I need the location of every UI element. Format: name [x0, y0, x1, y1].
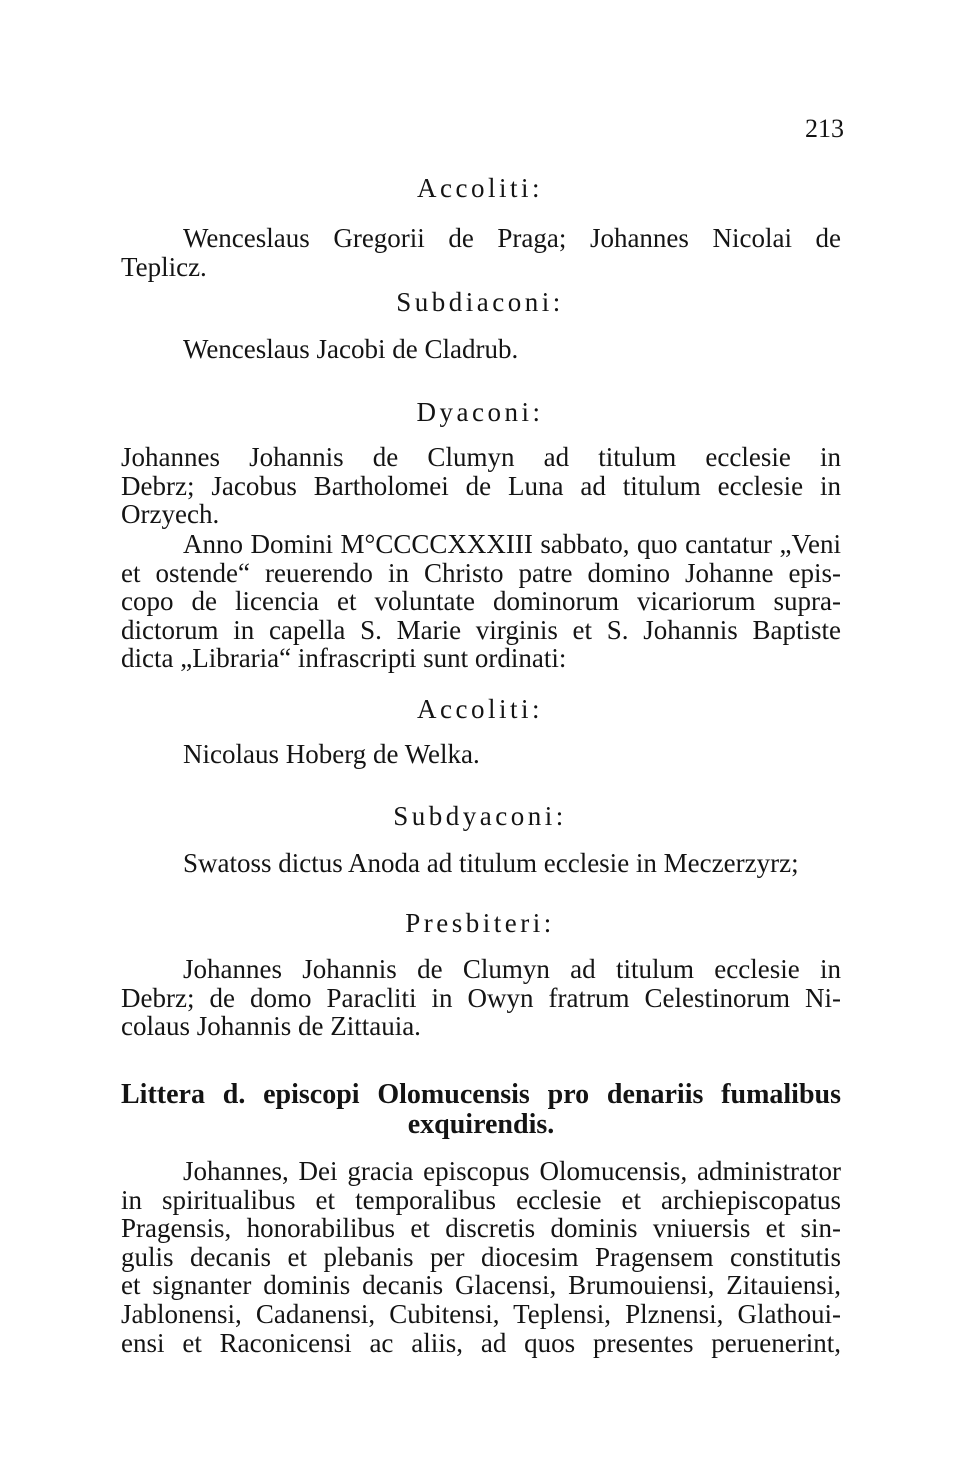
- heading-presbiteri: Presbiteri:: [405, 908, 555, 938]
- text-line: Nicolaus Hoberg de Welka.: [183, 739, 480, 769]
- heading-dyaconi: Dyaconi:: [416, 397, 544, 427]
- text-line: ensi et Raconicensi ac aliis, ad quos presentes peruenerint,: [121, 1327, 841, 1358]
- text-line: et signanter dominis decanis Glacensi, Brumouiensi, Zitauiensi,: [121, 1270, 841, 1301]
- text-line: Orzyech.: [121, 499, 220, 530]
- text-line: Wenceslaus Jacobi de Cladrub.: [183, 334, 519, 364]
- text-line: Teplicz.: [121, 251, 207, 282]
- heading-accoliti-2: Accoliti:: [417, 694, 543, 724]
- text-line: colaus Johannis de Zittauia.: [121, 1011, 421, 1042]
- text-line: Johannes Johannis de Clumyn ad titulum ecclesie in: [183, 954, 841, 984]
- text-line: dicta „Libraria“ infrascripti sunt ordinati:: [121, 643, 567, 674]
- section-title: [121, 1080, 841, 1140]
- text-line: gulis decanis et plebanis per diocesim Pragensem constitutis: [121, 1241, 841, 1272]
- page-number: 213: [805, 114, 844, 143]
- text-line: Johannes, Dei gracia episcopus Olomucensis, administrator: [183, 1156, 841, 1186]
- text-line: et ostende“ reuerendo in Christo patre domino Johanne epis-: [121, 557, 841, 588]
- text-line: Wenceslaus Gregorii de Praga; Johannes Nicolai de: [183, 223, 841, 253]
- heading-subdiaconi: Subdiaconi:: [396, 287, 564, 317]
- text-line: copo de licencia et voluntate dominorum vicariorum supra-: [121, 586, 841, 617]
- text-line: Swatoss dictus Anoda ad titulum ecclesie in Meczerzyrz;: [183, 848, 799, 878]
- text-line: Jablonensi, Cadanensi, Cubitensi, Teplensi, Plznensi, Glathoui-: [121, 1298, 841, 1329]
- title-line: exquirendis.: [407, 1109, 555, 1140]
- title-line: Littera d. episcopi Olomucensis pro denariis fumalibus: [121, 1079, 841, 1110]
- paragraph-dyaconi-names: [121, 443, 841, 529]
- heading-subdyaconi: Subdyaconi:: [393, 801, 567, 831]
- text-line: dictorum in capella S. Marie virginis et S. Johannis Baptiste: [121, 614, 841, 645]
- text-line: Pragensis, honorabilibus et discretis dominis vniuersis et sin-: [121, 1213, 841, 1244]
- paragraph-subdiaconi-names: [121, 335, 841, 364]
- paragraph-accoliti-2-names: [121, 740, 841, 769]
- heading-accoliti: Accoliti:: [417, 173, 543, 203]
- text-line: in spiritualibus et temporalibus ecclesie et archiepiscopatus: [121, 1184, 841, 1215]
- paragraph-anno-domini: [121, 530, 841, 673]
- paragraph-subdyaconi-names: [121, 849, 841, 878]
- text-line: Debrz; de domo Paracliti in Owyn fratrum Celestinorum Ni-: [121, 982, 841, 1013]
- paragraph-letter-body: [121, 1157, 841, 1357]
- paragraph-presbiteri-names: [121, 955, 841, 1041]
- text-line: Johannes Johannis de Clumyn ad titulum ecclesie in: [121, 442, 841, 472]
- text-line: Anno Domini M°CCCCXXXIII sabbato, quo cantatur „Veni: [183, 529, 841, 559]
- paragraph-accoliti-names: [121, 224, 841, 281]
- text-line: Debrz; Jacobus Bartholomei de Luna ad titulum ecclesie in: [121, 470, 841, 501]
